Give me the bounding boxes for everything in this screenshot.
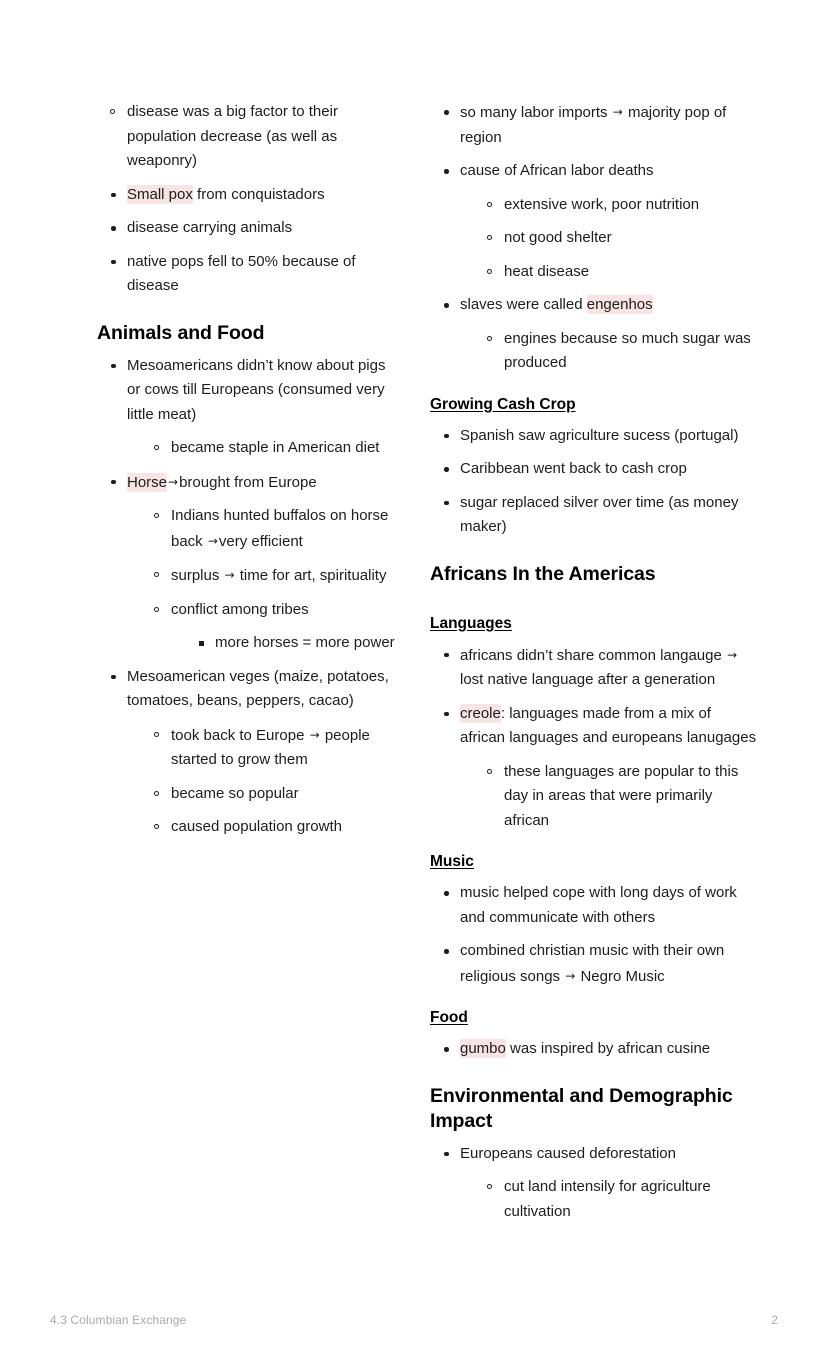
list-item [430, 100, 760, 150]
list-item-text: extensive work, poor nutrition [504, 195, 700, 213]
circle-bullet-icon [154, 513, 159, 518]
list-item-text: slaves were called [460, 296, 587, 313]
list-item [430, 457, 760, 482]
circle-bullet-icon [154, 445, 159, 450]
subheading-wrapper [430, 833, 760, 877]
list-item [141, 723, 396, 773]
list-item-text: Caribbean went back to cash crop [460, 460, 687, 477]
list-item-text: cause of African labor deaths [460, 162, 654, 179]
disc-bullet-icon [444, 303, 449, 308]
subheading-languages: Languages [430, 614, 512, 632]
list-item-text: combined christian music with their own religious songs [460, 942, 725, 985]
circle-bullet-icon [487, 769, 492, 774]
arrow-icon: → [224, 568, 235, 582]
disc-bullet-icon [444, 169, 449, 174]
list-item-text: from conquistadors [192, 185, 325, 203]
nested-list [185, 631, 396, 656]
list-item [474, 193, 760, 218]
list-item [474, 226, 760, 251]
circle-bullet-icon [154, 824, 159, 829]
list-item-text: brought from Europe [179, 473, 317, 491]
list-item-text: so many labor imports [460, 104, 612, 121]
environmental-list [430, 1142, 760, 1225]
list-item-text: lost native language after a generation [460, 671, 716, 688]
music-list [430, 881, 760, 989]
subheading-wrapper [430, 989, 760, 1033]
nested-list [474, 193, 760, 285]
languages-list [430, 643, 760, 834]
list-item-text: heat disease [504, 262, 590, 280]
list-item-text: more horses = more power [215, 634, 395, 651]
list-item [430, 491, 760, 540]
animals-and-food-list [97, 354, 396, 840]
circle-bullet-icon [154, 791, 159, 796]
subheading-growing-cash-crop: Growing Cash Crop [430, 395, 576, 413]
right-column [414, 96, 828, 1224]
circle-bullet-icon [154, 732, 159, 737]
highlighted-term: creole [460, 704, 501, 722]
list-item [430, 1037, 760, 1062]
list-item [97, 216, 396, 241]
list-item [474, 260, 760, 285]
list-item [97, 250, 396, 299]
circle-bullet-icon [110, 109, 115, 114]
growing-cash-crop-list [430, 424, 760, 540]
list-item-text: Mesoamericans didn’t know about pigs or cows till Europeans (consumed very little meat) [127, 356, 386, 423]
page-footer [0, 1313, 828, 1327]
list-item-text: disease carrying animals [127, 219, 293, 236]
highlighted-term: Small pox [127, 185, 193, 203]
section-heading-animals-and-food: Animals and Food [97, 321, 265, 344]
nested-list [141, 504, 396, 656]
food-list [430, 1037, 760, 1062]
arrow-icon: → [565, 968, 576, 983]
list-item [97, 665, 396, 840]
list-item-text: people started to grow them [171, 726, 370, 768]
list-item-text: majority pop of region [460, 104, 727, 146]
disc-bullet-icon [444, 110, 449, 115]
subheading-food: Food [430, 1009, 468, 1026]
list-item-text: became so popular [171, 784, 299, 802]
footer-document-title: 4.3 Columbian Exchange [50, 1313, 187, 1327]
list-item-text: caused population growth [171, 818, 342, 835]
list-item [141, 563, 396, 589]
list-item-text: native pops fell to 50% because of disease [127, 252, 356, 294]
list-item [474, 1175, 760, 1224]
nested-list [141, 436, 396, 461]
list-item [430, 939, 760, 989]
list-item [430, 159, 760, 284]
circle-bullet-icon [154, 607, 159, 612]
list-item-text: Negro Music [576, 967, 665, 985]
arrow-icon: → [309, 727, 320, 742]
list-item-text: disease was a big factor to their population decrease (as well as weaponry) [127, 103, 338, 169]
list-item-text: took back to Europe [171, 726, 309, 744]
list-item [474, 760, 760, 834]
subheading-music: Music [430, 853, 474, 870]
list-item-text: surplus [171, 567, 224, 584]
circle-bullet-icon [487, 202, 492, 207]
list-item-text: Europeans caused deforestation [460, 1144, 676, 1162]
list-item-text: Indians hunted buffalos on horse back [171, 507, 389, 550]
list-item-text: Mesoamerican veges (maize, potatoes, tomatoes, beans, peppers, cacao) [127, 667, 389, 709]
list-item-text: : languages made from a mix of african languages and europeans lanugages [460, 704, 757, 746]
list-item [430, 881, 760, 930]
subheading-wrapper [430, 376, 760, 420]
list-item-text: time for art, spirituality [235, 567, 387, 584]
arrow-icon: → [207, 533, 218, 548]
highlighted-term: gumbo [460, 1040, 506, 1057]
list-item [97, 100, 396, 174]
circle-bullet-icon [487, 1184, 492, 1189]
highlighted-term: Horse [127, 473, 168, 491]
disc-bullet-icon [111, 675, 116, 680]
list-item-text: cut land intensily for agriculture cultivation [504, 1178, 711, 1220]
arrow-icon: → [168, 474, 179, 489]
disc-bullet-icon [444, 891, 449, 896]
section-heading-africans-in-the-americas: Africans In the Americas [430, 562, 656, 585]
nested-list [141, 723, 396, 840]
disc-bullet-icon [444, 1047, 449, 1052]
list-item-text: very efficient [218, 532, 303, 550]
list-item [430, 643, 760, 693]
disc-bullet-icon [444, 949, 449, 954]
list-item [141, 782, 396, 807]
arrow-icon: → [727, 647, 738, 662]
circle-bullet-icon [487, 235, 492, 240]
list-item [474, 327, 760, 376]
nested-list [474, 327, 760, 376]
highlighted-term: engenhos [586, 296, 653, 313]
square-bullet-icon [199, 641, 204, 646]
list-item [97, 470, 396, 656]
list-item-text: was inspired by african cusine [505, 1040, 711, 1057]
disc-bullet-icon [444, 712, 449, 717]
list-item-text: not good shelter [504, 229, 612, 246]
disc-bullet-icon [444, 501, 449, 506]
circle-bullet-icon [154, 572, 159, 577]
disc-bullet-icon [111, 364, 116, 369]
list-item-text: Spanish saw agriculture sucess (portugal) [460, 426, 739, 444]
circle-bullet-icon [487, 269, 492, 274]
disc-bullet-icon [444, 653, 449, 658]
list-item [430, 702, 760, 834]
list-item-text: africans didn’t share common langauge [460, 646, 726, 664]
list-item [185, 631, 396, 656]
list-item [430, 293, 760, 376]
section-heading-environmental-and-demographic-impact: Environmental and Demographic Impact [430, 1084, 733, 1132]
list-item-text: conflict among tribes [171, 600, 309, 618]
list-item [141, 504, 396, 554]
left-top-list [97, 100, 396, 299]
list-item [141, 598, 396, 656]
list-item [97, 354, 396, 461]
list-item [430, 424, 760, 449]
list-item [141, 436, 396, 461]
list-item-text: these languages are popular to this day in areas that were primarily african [504, 762, 739, 829]
nested-list [474, 1175, 760, 1224]
disc-bullet-icon [111, 226, 116, 231]
circle-bullet-icon [487, 336, 492, 341]
list-item-text: sugar replaced silver over time (as money maker) [460, 493, 739, 535]
disc-bullet-icon [111, 193, 116, 198]
disc-bullet-icon [444, 434, 449, 439]
left-column [0, 96, 414, 840]
list-item [97, 183, 396, 208]
right-top-list [430, 100, 760, 376]
nested-list [474, 760, 760, 834]
list-item-text: became staple in American diet [171, 439, 380, 456]
disc-bullet-icon [111, 480, 116, 485]
list-item-text: engines because so much sugar was produced [504, 329, 751, 371]
disc-bullet-icon [111, 260, 116, 265]
disc-bullet-icon [444, 1152, 449, 1157]
two-column-body [0, 96, 828, 1224]
disc-bullet-icon [444, 467, 449, 472]
list-item [141, 815, 396, 840]
footer-page-number: 2 [771, 1313, 778, 1327]
list-item-text: music helped cope with long days of work and communicate with others [460, 884, 737, 926]
list-item [430, 1142, 760, 1225]
arrow-icon: → [612, 105, 623, 119]
subheading-wrapper [430, 595, 760, 639]
